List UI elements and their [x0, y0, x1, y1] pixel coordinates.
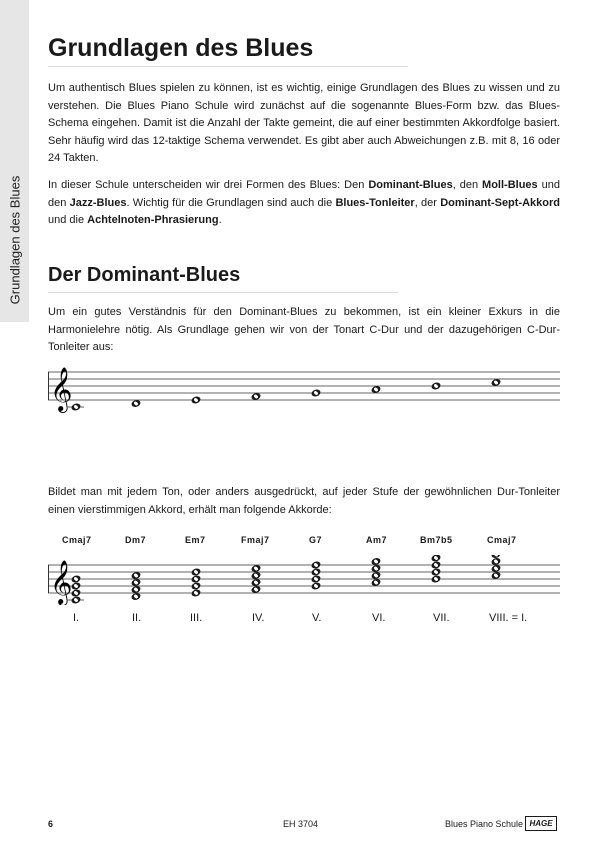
side-tab-label: Grundlagen des Blues — [7, 175, 23, 305]
degree-5: V. — [312, 612, 322, 624]
page-number: 6 — [48, 819, 54, 829]
term-dominant-sept-akkord: Dominant-Sept-Akkord — [440, 196, 560, 209]
chord-name-6: Am7 — [366, 535, 388, 545]
chord-name-7: Bm7b5 — [420, 535, 453, 545]
degree-4: IV. — [252, 612, 265, 624]
catalog-code: EH 3704 — [283, 819, 319, 829]
chord-name-4: Fmaj7 — [241, 535, 270, 545]
chord-staff — [48, 555, 560, 605]
treble-clef-icon: 𝄞 — [50, 367, 73, 411]
chord-name-2: Dm7 — [125, 535, 147, 545]
term-achtelnoten-phrasierung: Achtelnoten-Phrasierung — [87, 214, 219, 226]
title-underline — [48, 66, 408, 67]
chord-name-3: Em7 — [185, 535, 206, 545]
degree-2: II. — [132, 612, 142, 624]
intro-paragraph-1: Um authentisch Blues spielen zu können, ist es wichtig, einige Grundlagen des Blues zu wissen und zu verstehen. Die Blues Piano Schule wird zunächst auf die sogenannte Blues-Form bzw. das Blues-Schema eingehen. Damit ist die Anzahl der Takte gemeint, die auf einer bestimmten Akkordfolge basiert. Sehr häufig wird das 12-taktige Schema verwendet. Es gibt aber auch Abweichungen z.B. mit 8, 16 oder 24 Takten. — [48, 82, 560, 164]
intro-paragraph-2: In dieser Schule unterscheiden wir drei Formen des Blues: Den Dominant-Blues, den Moll-Blues und den Jazz-Blues. Wichtig für die Grundlagen sind auch die Blues-Tonleiter, der Dominant-Sept-Akkord und die Achtelnoten-Phrasierung. — [48, 179, 560, 226]
chord-name-1: Cmaj7 — [62, 535, 92, 545]
term-dominant-blues: Dominant-Blues — [368, 179, 453, 191]
section-paragraph-2: Bildet man mit jedem Ton, oder anders ausgedrückt, auf jeder Stufe der gewöhnlichen Dur-Tonleiter einen vierstimmigen Akkord, erhält man folgende Akkorde: — [48, 486, 560, 516]
section-heading: Der Dominant-Blues — [48, 264, 241, 286]
section-underline — [48, 292, 398, 293]
degree-8: VIII. = I. — [489, 612, 528, 624]
page-title: Grundlagen des Blues — [48, 34, 314, 62]
term-jazz-blues: Jazz-Blues — [69, 196, 127, 209]
degree-6: VI. — [372, 612, 386, 624]
term-blues-tonleiter: Blues-Tonleiter — [335, 196, 415, 209]
c-major-scale-staff — [48, 360, 560, 420]
degree-1: I. — [73, 612, 80, 624]
degree-7: VII. — [433, 612, 450, 624]
book-title: Blues Piano Schule — [445, 819, 524, 829]
chord-name-5: G7 — [309, 535, 323, 545]
publisher-logo: HAGE — [525, 816, 557, 831]
degree-3: III. — [190, 612, 203, 624]
section-paragraph-1: Um ein gutes Verständnis für den Dominant-Blues zu bekommen, ist ein kleiner Exkurs in die Harmonielehre nötig. Als Grundlage gehen wir von der Tonart C-Dur und der dazugehörigen C-Dur-Tonleiter aus: — [48, 306, 560, 353]
treble-clef-icon: 𝄞 — [50, 560, 73, 604]
term-moll-blues: Moll-Blues — [482, 179, 538, 191]
chord-name-8: Cmaj7 — [487, 535, 517, 545]
side-tab — [0, 0, 29, 322]
